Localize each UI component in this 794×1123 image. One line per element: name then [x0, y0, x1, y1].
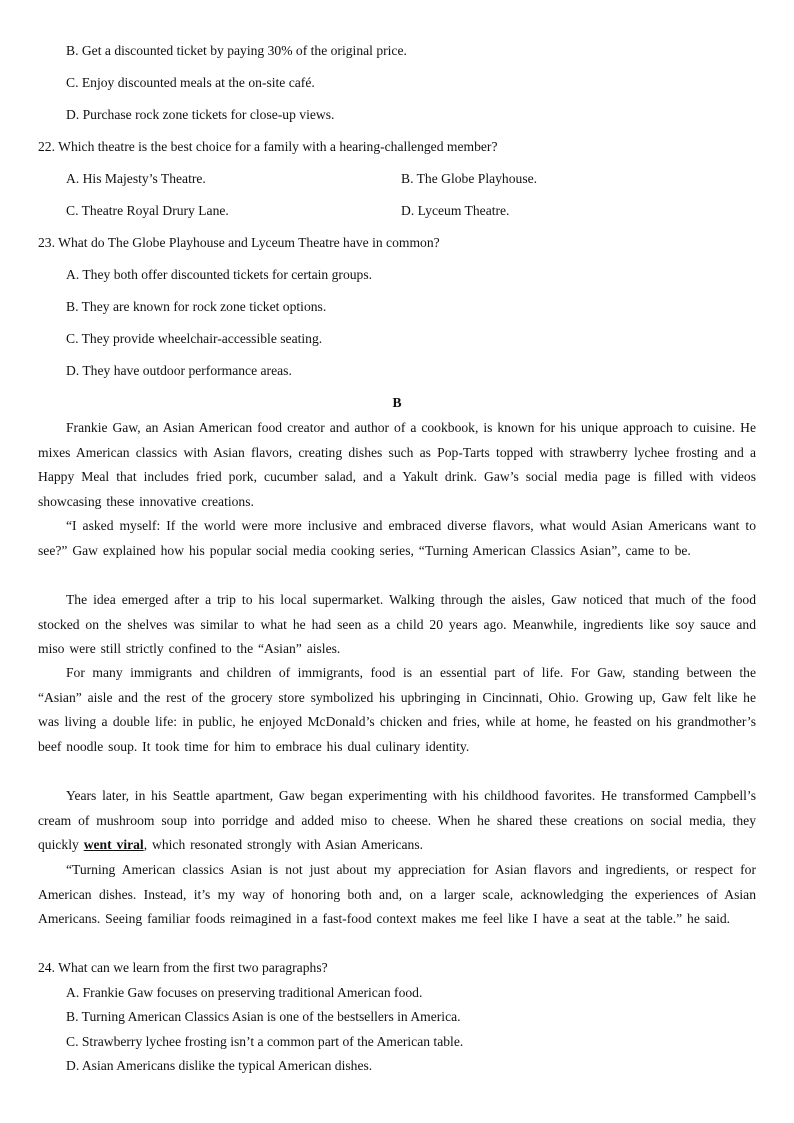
q24-stem: 24. What can we learn from the first two paragraphs?: [38, 960, 328, 975]
passage-paragraph-2: “I asked myself: If the world were more inclusive and embraced diverse flavors, what would Asian Americans want to see?” Gaw explained how his popular social media cooking series, “Turning American Classics Asian”, came to be.: [38, 518, 756, 558]
q22-option-b: B. The Globe Playhouse.: [401, 171, 538, 186]
q24-option-d: D. Asian Americans dislike the typical American dishes.: [66, 1058, 373, 1073]
paragraph-5-text-start: Years later, in his Seattle apartment, Gaw began experimenting with his childhood favorites. He transformed Campbell’s cream of mushroom soup into porridge and added miso to cheese. When he shared these creations on social media, they quickly: [38, 788, 756, 853]
q22-option-d: D. Lyceum Theatre.: [401, 203, 510, 218]
q23-option-d: D. They have outdoor performance areas.: [66, 363, 292, 378]
q23-option-b: B. They are known for rock zone ticket options.: [66, 299, 327, 314]
passage-paragraph-4: For many immigrants and children of immigrants, food is an essential part of life. For Gaw, standing between the “Asian” aisle and the rest of the grocery store symbolized his upbringing in Cincinnati, Ohio. Growing up, Gaw felt like he was living a double life: in public, he enjoyed McDonald’s chicken and fries, while at home, he feasted on his grandmother’s beef noodle soup. It took time for him to embrace his dual culinary identity.: [38, 665, 756, 754]
underlined-phrase: went viral: [83, 837, 144, 853]
q23-option-a: A. They both offer discounted tickets for certain groups.: [66, 267, 373, 282]
q23-option-c: C. They provide wheelchair-accessible seating.: [66, 331, 323, 346]
q24-option-b: B. Turning American Classics Asian is one of the bestsellers in America.: [66, 1009, 461, 1024]
q21-option-c: C. Enjoy discounted meals at the on-site café.: [66, 75, 315, 90]
q22-option-c: C. Theatre Royal Drury Lane.: [66, 203, 229, 218]
q22-option-a: A. His Majesty’s Theatre.: [66, 171, 206, 186]
passage-paragraph-1: Frankie Gaw, an Asian American food creator and author of a cookbook, is known for his unique approach to cuisine. He mixes American classics with Asian flavors, creating dishes such as Pop-Tarts topped with strawberry lychee frosting and a Happy Meal that includes fried pork, cucumber salad, and a Yakult drink. Gaw’s social media page is filled with videos showcasing these innovative creations.: [38, 420, 756, 509]
passage-paragraph-3: The idea emerged after a trip to his local supermarket. Walking through the aisles, Gaw noticed that much of the food stocked on the shelves was similar to what he had seen as a child 20 years ago. Meanwhile, ingredients like soy sauce and miso were still strictly confined to the “Asian” aisles.: [38, 592, 756, 657]
section-heading: B: [392, 395, 402, 410]
q24-option-c: C. Strawberry lychee frosting isn’t a common part of the American table.: [66, 1034, 464, 1049]
q22-stem: 22. Which theatre is the best choice for a family with a hearing-challenged member?: [38, 139, 498, 154]
paragraph-5-text-end: , which resonated strongly with Asian Americans.: [143, 837, 424, 853]
passage-paragraph-6: “Turning American classics Asian is not just about my appreciation for Asian flavors and ingredients, or respect for American dishes. Instead, it’s my way of honoring both and, on a larger scale, acknowledging the experiences of Asian Americans. Seeing familiar foods reimagined in a fast-food context makes me feel like I have a seat at the table.” he said.: [38, 862, 756, 927]
q23-stem: 23. What do The Globe Playhouse and Lyceum Theatre have in common?: [38, 235, 440, 250]
q21-option-b: B. Get a discounted ticket by paying 30% of the original price.: [66, 43, 407, 58]
passage-paragraph-5: [38, 784, 756, 858]
q24-option-a: A. Frankie Gaw focuses on preserving traditional American food.: [66, 985, 423, 1000]
q21-option-d: D. Purchase rock zone tickets for close-up views.: [66, 107, 335, 122]
